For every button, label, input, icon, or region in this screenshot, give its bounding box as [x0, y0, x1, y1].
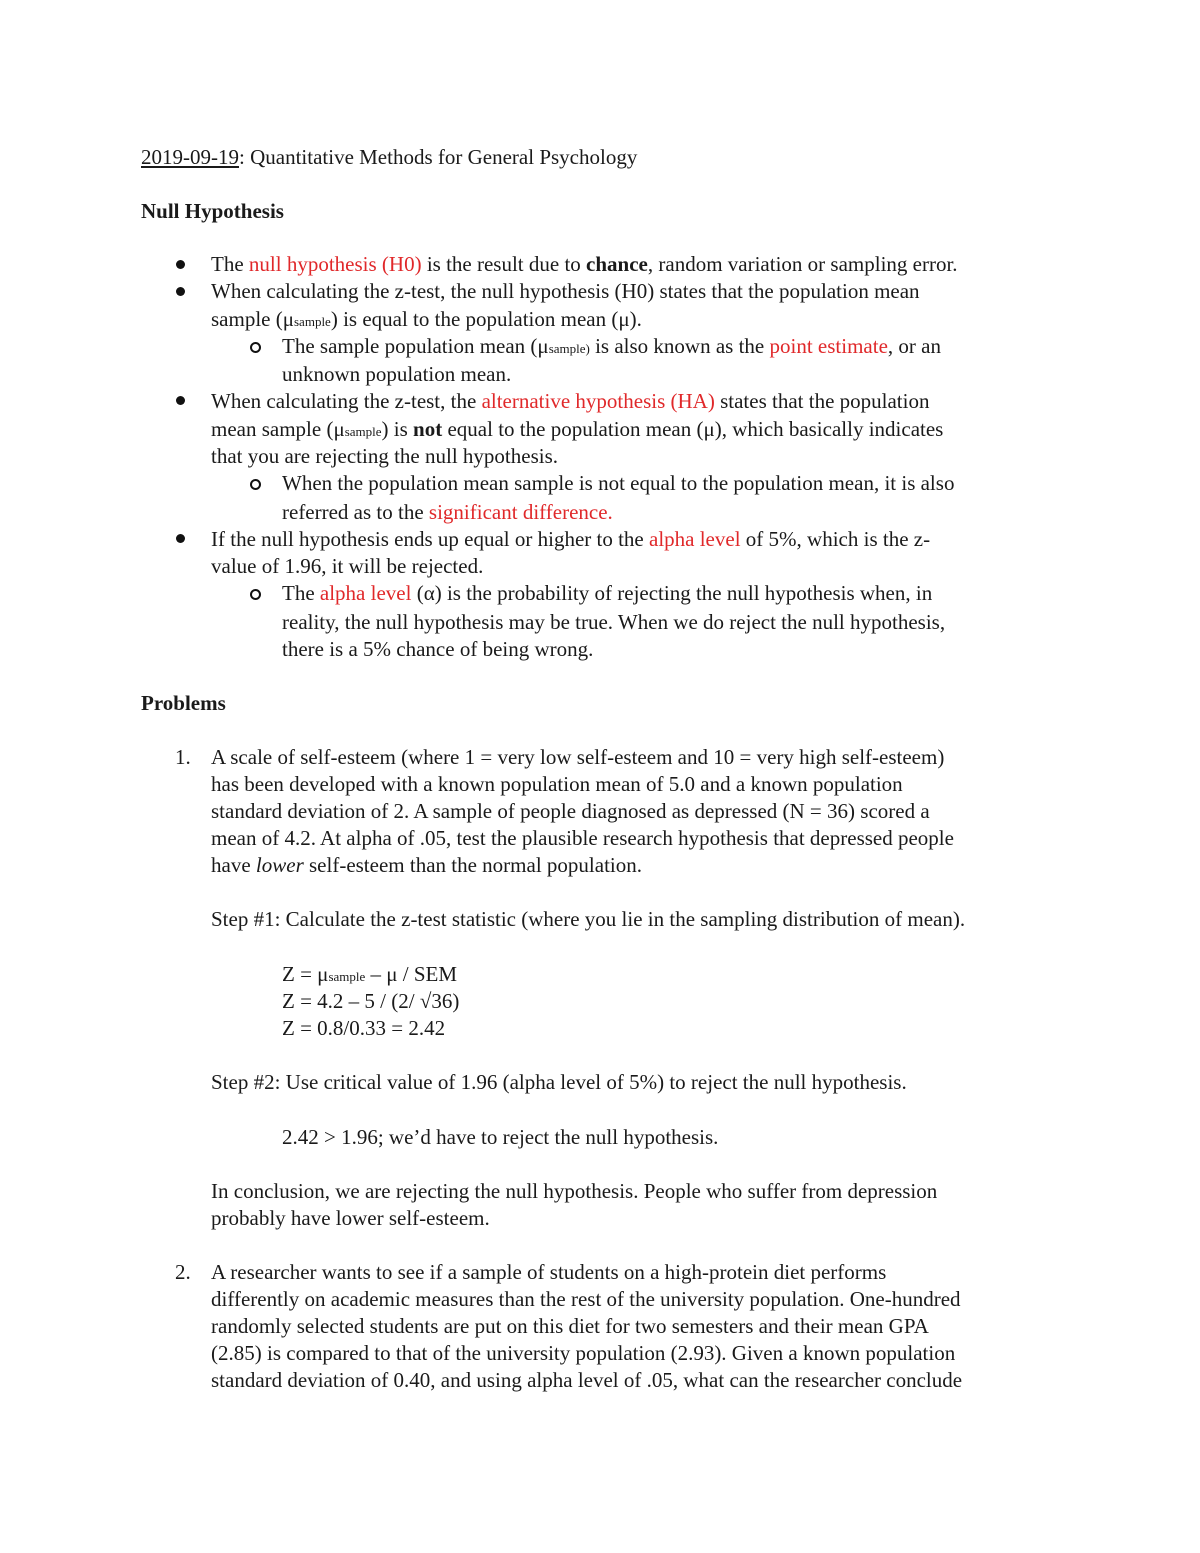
problem-text: A scale of self-esteem (where 1 = very low self-esteem and 10 = very high self-esteem) [211, 745, 945, 769]
problem-text: standard deviation of 2. A sample of people diagnosed as depressed (N = 36) scored a [211, 799, 930, 823]
conclusion: probably have lower self-esteem. [211, 1206, 490, 1230]
conclusion: In conclusion, we are rejecting the null hypothesis. People who suffer from depression [211, 1179, 938, 1203]
bullet-icon [176, 260, 185, 269]
term-null-hypothesis: null hypothesis (H0) [248, 252, 422, 276]
list-item-continued: value of 1.96, it will be rejected. [211, 554, 484, 578]
problem-text: A researcher wants to see if a sample of students on a high-protein diet performs [211, 1260, 887, 1284]
equation: Z = 4.2 – 5 / (2/ √36) [282, 989, 460, 1013]
bullet-icon [176, 287, 185, 296]
list-item-continued: mean sample (μsample) is not equal to the population mean (μ), which basically indicates [211, 417, 944, 441]
title-course: : Quantitative Methods for General Psychology [239, 145, 638, 169]
title-date: 2019-09-19 [141, 145, 239, 169]
sub-list-item-continued: there is a 5% chance of being wrong. [282, 637, 594, 661]
list-item: When calculating the z-test, the alternative hypothesis (HA) states that the population [211, 389, 930, 413]
sub-bullet-icon [250, 479, 261, 490]
list-item-continued: sample (μsample) is equal to the population mean (μ). [211, 307, 642, 331]
list-item-continued: that you are rejecting the null hypothesis. [211, 444, 558, 468]
problem-text: (2.85) is compared to that of the university population (2.93). Given a known population [211, 1341, 956, 1365]
step-1: Step #1: Calculate the z-test statistic (where you lie in the sampling distribution of mean). [211, 907, 966, 931]
problem-text: differently on academic measures than the rest of the university population. One-hundred [211, 1287, 961, 1311]
section-heading-problems: Problems [141, 691, 226, 715]
result: 2.42 > 1.96; we’d have to reject the null hypothesis. [282, 1125, 719, 1149]
sub-list-item: When the population mean sample is not equal to the population mean, it is also [282, 471, 955, 495]
bullet-icon [176, 396, 185, 405]
sub-bullet-icon [250, 589, 261, 600]
problem-text: standard deviation of 0.40, and using alpha level of .05, what can the researcher conclude [211, 1368, 963, 1392]
step-2: Step #2: Use critical value of 1.96 (alpha level of 5%) to reject the null hypothesis. [211, 1070, 907, 1094]
list-item: If the null hypothesis ends up equal or higher to the alpha level of 5%, which is the z- [211, 527, 931, 551]
problem-number: 1. [175, 745, 191, 769]
term-significant-difference: significant difference. [428, 500, 613, 524]
equation: Z = 0.8/0.33 = 2.42 [282, 1016, 446, 1040]
sub-list-item: The sample population mean (μsample) is also known as the point estimate, or an [282, 334, 941, 358]
document-title [141, 144, 637, 171]
sub-list-item-continued: referred as to the significant difference. [282, 500, 613, 524]
term-alpha-level: alpha level [649, 527, 741, 551]
sub-list-item: The alpha level (α) is the probability of rejecting the null hypothesis when, in [282, 581, 933, 605]
problem-text: mean of 4.2. At alpha of .05, test the plausible research hypothesis that depressed people [211, 826, 954, 850]
problem-text: have lower self-esteem than the normal population. [211, 853, 642, 877]
problem-text: randomly selected students are put on this diet for two semesters and their mean GPA [211, 1314, 929, 1338]
term-alternative-hypothesis: alternative hypothesis (HA) [481, 389, 715, 413]
term-point-estimate: point estimate [769, 334, 888, 358]
sub-bullet-icon [250, 342, 261, 353]
list-item: When calculating the z-test, the null hypothesis (H0) states that the population mean [211, 279, 920, 303]
term-alpha-level: alpha level [319, 581, 412, 605]
section-heading-null-hypothesis: Null Hypothesis [141, 199, 284, 223]
bullet-icon [176, 534, 185, 543]
problem-text: has been developed with a known population mean of 5.0 and a known population [211, 772, 903, 796]
equation: Z = μsample – μ / SEM [282, 962, 458, 986]
list-item: The null hypothesis (H0) is the result due to chance, random variation or sampling error. [211, 252, 958, 276]
sub-list-item-continued: unknown population mean. [282, 362, 512, 386]
sub-list-item-continued: reality, the null hypothesis may be true. When we do reject the null hypothesis, [282, 610, 946, 634]
problem-number: 2. [175, 1260, 191, 1284]
